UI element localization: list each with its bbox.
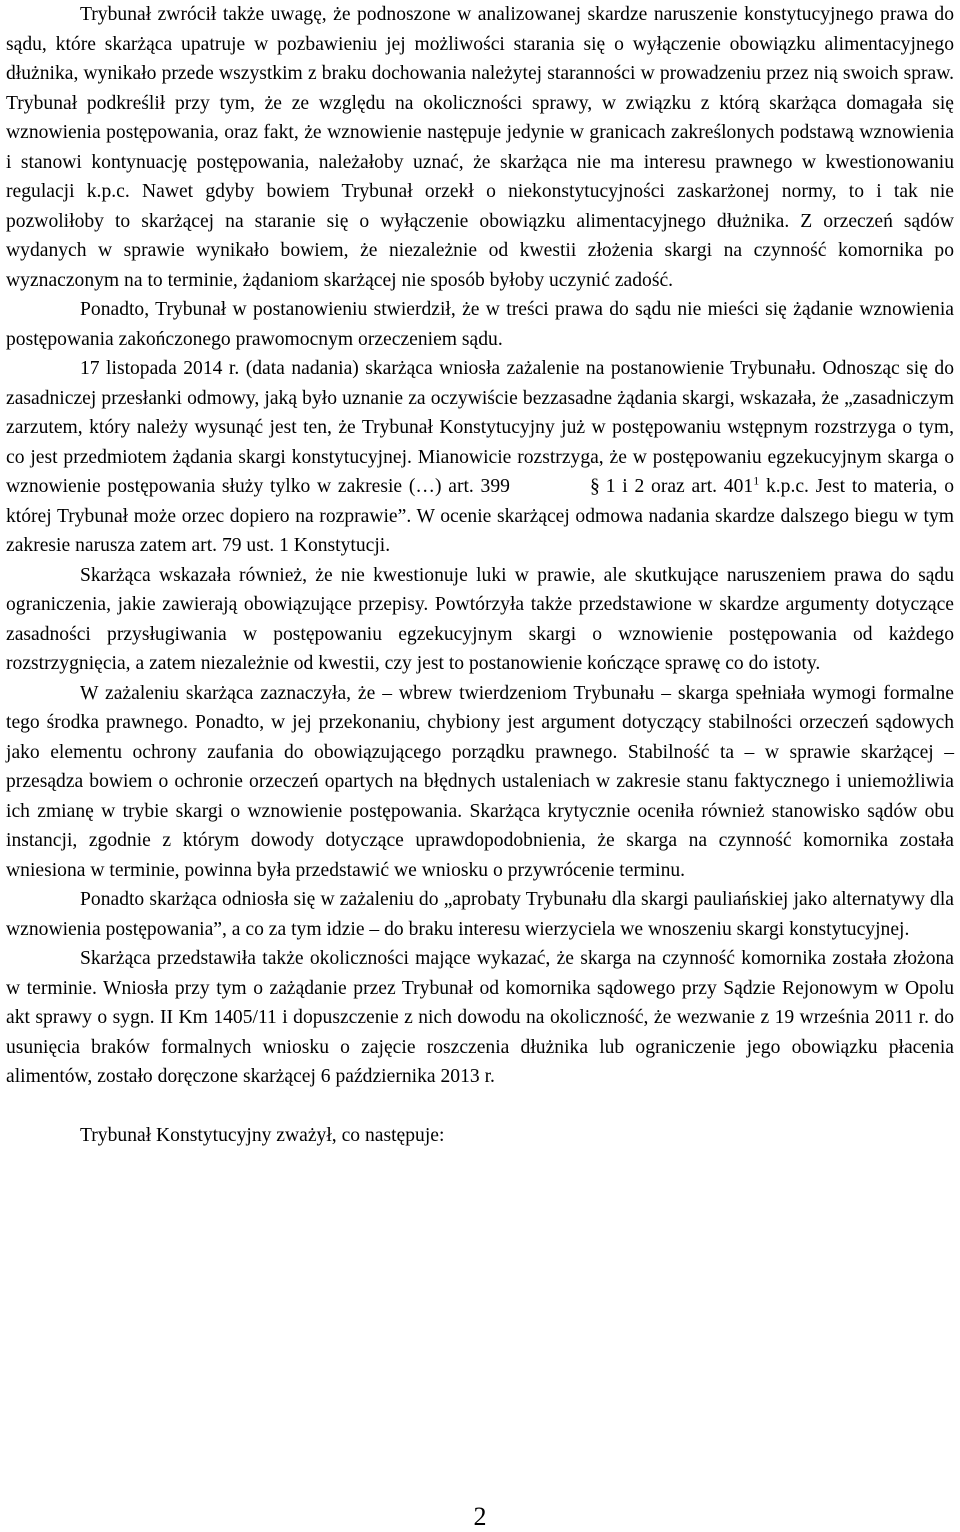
paragraph-4: Skarżąca wskazała również, że nie kwestionuje luki w prawie, ale skutkujące naruszeniem prawa do sądu ograniczenia, jakie zawierają obowiązujące przepisy. Powtórzyła także przedstawione w skardze argumenty dotyczące zasadności przysługiwania w postępowaniu egzekucyjnym skargi o wznowienie postępowania od każdego rozstrzygnięcia, a zatem niezależnie od kwestii, czy jest to postanowienie kończące sprawę co do istoty.: [6, 564, 954, 674]
paragraph-2: Ponadto, Trybunał w postanowieniu stwierdził, że w treści prawa do sądu nie mieści się żądanie wznowienia postępowania zakończonego prawomocnym orzeczeniem sądu.: [6, 299, 954, 350]
paragraph-5: W zażaleniu skarżąca zaznaczyła, że – wbrew twierdzeniom Trybunału – skarga spełniała wymogi formalne tego środka prawnego. Ponadto, w jej przekonaniu, chybiony jest argument dotyczący stabilności orzeczeń sądowych jako elementu ochrony zaufania do obowiązującego porządku prawnego. Stabilność ta – w sprawie skarżącej – przesądza bowiem o ochronie orzeczeń opartych na błędnych ustaleniach w zakresie stanu faktycznego i uniemożliwia ich zmianę w trybie skargi o wznowienie postępowania. Skarżąca krytycznie oceniła również stanowisko sądów obu instancji, zgodnie z którym dowody dotyczące uprawdopodobnienia, że skarga na czynność komornika została wniesiona w terminie, powinna była przedstawić we wniosku o przywrócenie terminu.: [6, 682, 954, 881]
page-number: 2: [473, 1502, 487, 1531]
document-body: [6, 0, 954, 1150]
closing-heading: Trybunał Konstytucyjny zważył, co następuje:: [80, 1124, 445, 1146]
paragraph-3-part-c: k.p.c. Jest to materia, o której Trybunał może orzec dopiero na rozprawie”. W ocenie skarżącej odmowa nadania skardze dalszego biegu w tym zakresie narusza zatem art. 79 ust. 1 Konstytucji.: [6, 476, 954, 556]
paragraph-6: Ponadto skarżąca odniosła się w zażaleniu do „aprobaty Trybunału dla skargi pauliańskiej jako alternatywy dla wznowienia postępowania”, a co za tym idzie – do braku interesu wierzyciela we wnoszeniu skargi konstytucyjnej.: [6, 889, 954, 940]
section-sign: §: [589, 476, 600, 497]
paragraph-1: Trybunał zwrócił także uwagę, że podnoszone w analizowanej skardze naruszenie konstytucyjnego prawa do sądu, które skarżąca upatruje w pozbawieniu jej możliwości starania się o wyłączenie obowiązku alimentacyjnego dłużnika, wynikało przede wszystkim z braku dochowania należytej staranności w prowadzeniu przez nią swoich spraw. Trybunał podkreślił przy tym, że ze względu na okoliczności sprawy, w związku z którą skarżąca domagała się wznowienia postępowania, oraz fakt, że wznowienie następuje jedynie w granicach zakreślonych podstawą wznowienia i stanowi kontynuację postępowania, należałoby uznać, że skarżąca nie ma interesu prawnego w kwestionowaniu regulacji k.p.c. Nawet gdyby bowiem Trybunał orzekł o niekonstytucyjności zaskarżonej normy, to i tak nie pozwoliłoby to skarżącej na staranie się o wyłączenie obowiązku alimentacyjnego dłużnika. Z orzeczeń sądów wydanych w sprawie wynikało bowiem, że niezależnie od kwestii złożenia skargi na czynność komornika po wyznaczonym na to terminie, żądaniom skarżącej nie sposób byłoby uczynić zadość.: [6, 4, 954, 291]
superscript: 1: [753, 473, 760, 488]
paragraph-3-part-b: 1 i 2 oraz art. 401: [605, 476, 754, 497]
paragraph-7: Skarżąca przedstawiła także okoliczności mające wykazać, że skarga na czynność komornika została złożona w terminie. Wniosła przy tym o zażądanie przez Trybunał od komornika sądowego przy Sądzie Rejonowym w Opolu akt sprawy o sygn. II Km 1405/11 i dopuszczenie z nich dowodu na okoliczność, że wezwanie z 19 września 2011 r. do usunięcia braków formalnych wniosku o zajęcie roszczenia dłużnika lub ograniczenie jego obowiązku płacenia alimentów, zostało doręczone skarżącej 6 października 2013 r.: [6, 948, 954, 1087]
paragraph-3-part-a: 17 listopada 2014 r. (data nadania) skarżąca wniosła zażalenie na postanowienie Trybunału. Odnosząc się do zasadniczej przesłanki odmowy, jaką było uznanie za oczywiście bezzasadne żądania skargi, wskazała, że „zasadniczym zarzutem, który należy wysunąć jest ten, że Trybunał Konstytucyjny już w postępowaniu wstępnym rozstrzyga o tym, co jest przedmiotem żądania skargi konstytucyjnej. Mianowicie rozstrzyga, że w postępowaniu egzekucyjnym skarga o wznowienie postępowania służy tylko w zakresie (…) art. 399: [6, 358, 954, 497]
paragraph-3: [6, 354, 954, 561]
